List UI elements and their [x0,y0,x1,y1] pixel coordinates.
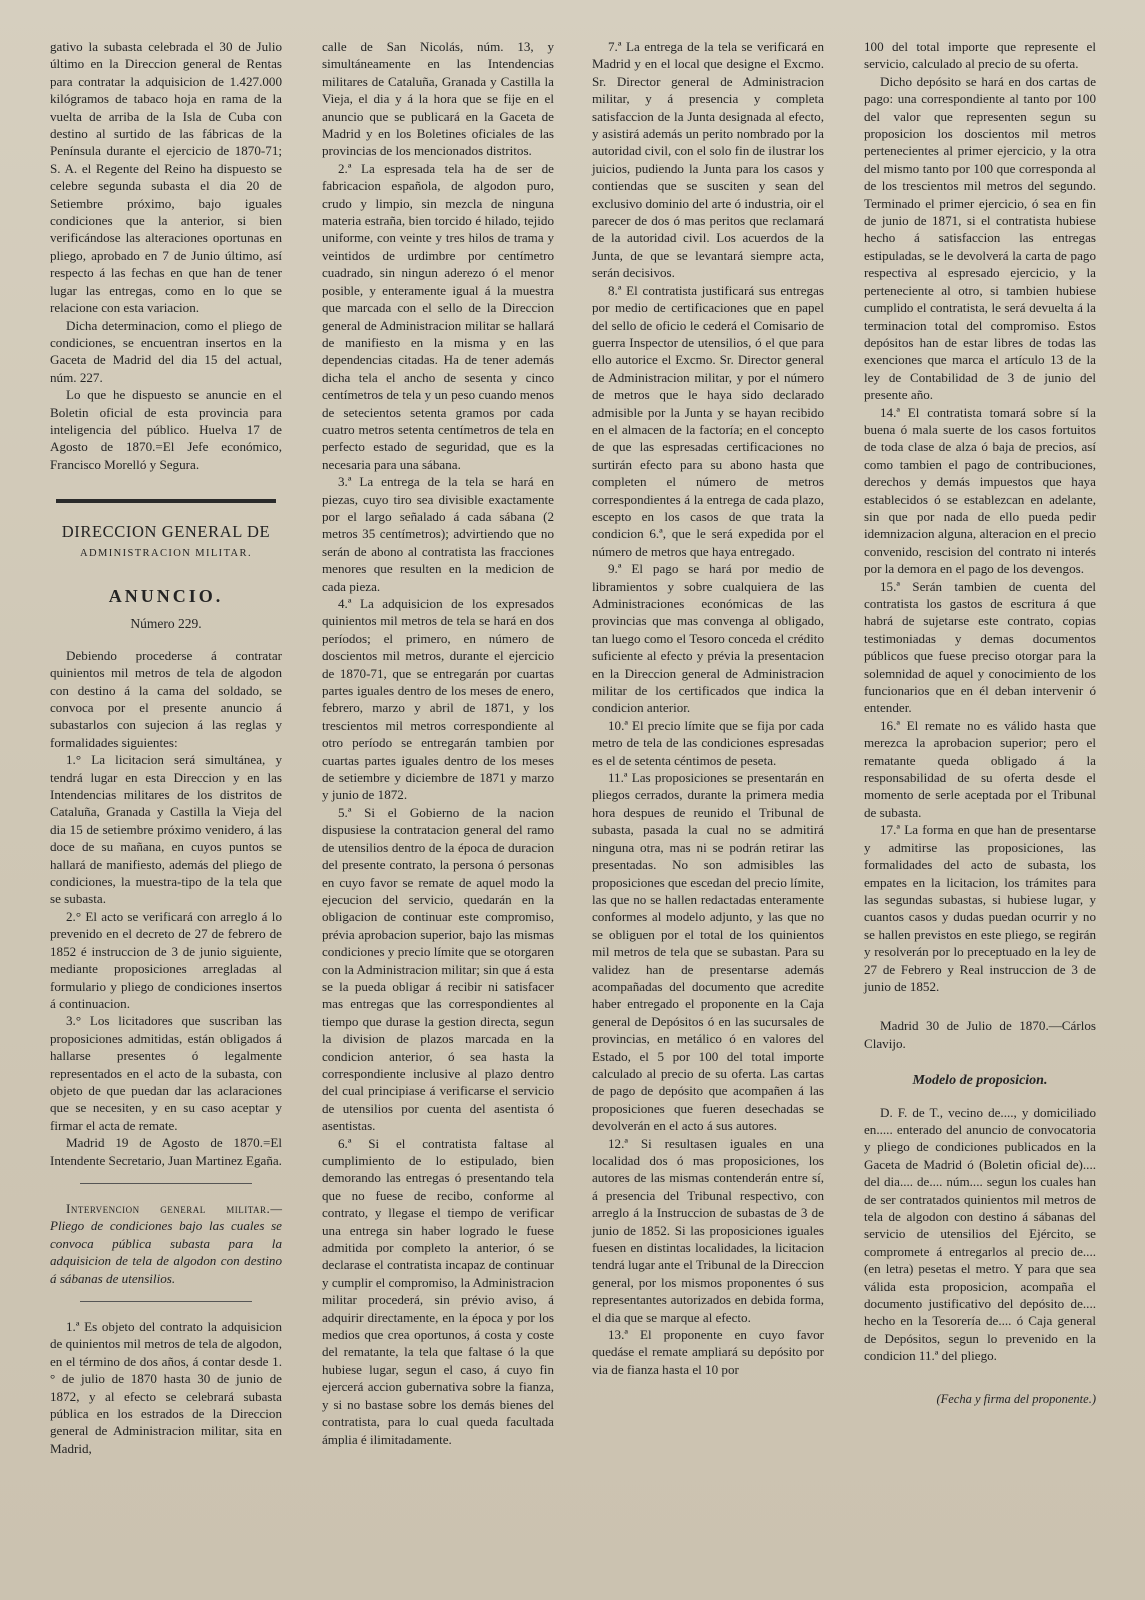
paragraph-condicion-9: 9.ª El pago se hará por medio de libramientos y sobre cualquiera de las Administraciones económicas de las provincias que mas convenga al obligado, tan luego como el Tesoro conceda el crédito suficiente al efecto y prévia la presentacion en la Direccion general de Administracion militar de los certificados que indica la condicion anterior. [592,561,824,716]
paragraph-condicion-10: 10.ª El precio límite que se fija por cada metro de tela de las condiciones espresadas es el de setenta céntimos de peseta. [592,717,824,768]
paragraph-tabaco-subasta: gativo la subasta celebrada el 30 de Julio último en la Direccion general de Rentas para contratar la adquisicion de 1.427.000 kilógramos de tabaco hoja en rama de la vuelta de arriba de la Isla de Cuba con destino al surtido de las fábricas de la Península durante el ejercicio de 1870-71; S. A. el Regente del Reino ha dispuesto se celebre segunda subasta el dia 20 de Setiembre próximo, bajo iguales condiciones que la anterior, si bien verificándose las alteraciones oportunas en pliego, aprobado en 7 de Junio último, así respecto á las fechas en que han de tener lugar las entregas, como en lo que se relacione con esta variacion. [50,39,282,316]
paragraph-condicion-8: 8.ª El contratista justificará sus entregas por medio de certificaciones que en papel del sello de oficio le cederá el Comisario de guerra Inspector de utensilios, ó el que para ello autorice el Excmo. Sr. Director general de Administracion militar, y por el número de metros que le haya sido declarado admisible por la Junta y se hayan recibido en el almacen de la factoría; en el concepto de que las espresadas certificaciones no surtirán efecto para su abono hasta que completen el número de metros correspondientes á la entrega de cada plazo, escepto en los casos de que trata la condicion 6.ª, que le será expedida por el número de metros que haya entregado. [592,282,824,559]
paragraph-madrid-signature: Madrid 19 de Agosto de 1870.=El Intendente Secretario, Juan Martinez Egaña. [50,1135,282,1168]
paragraph-huelva-notice: Lo que he dispuesto se anuncie en el Boletin oficial de esta provincia para inteligencia del público. Huelva 17 de Agosto de 1870.=El Jefe económico, Francisco Morelló y Segura. [50,387,282,472]
paragraph-determinacion: Dicha determinacion, como el pliego de condiciones, se encuentran insertos en la Gaceta de Madrid del dia 15 del actual, núm. 227. [50,317,282,385]
spacer [864,995,1096,1017]
paragraph-regla-2: 2.° El acto se verificará con arreglo á lo prevenido en el decreto de 27 de febrero de 1852 é instruccion de 3 de junio siguiente, mediante proposiciones arregladas al formulario y pliego de condiciones insertos á continuacion. [50,908,282,1011]
anuncio-number: Número 229. [130,616,202,632]
paragraph-madrid-clavijo: Madrid 30 de Julio de 1870.—Cárlos Clavijo. [864,1018,1096,1051]
column-3 [592,38,824,1378]
paragraph-condicion-11: 11.ª Las proposiciones se presentarán en pliegos cerrados, durante la primera media hora despues de reunido el Tribunal de subasta, pasada la cual no se admitirá ninguna otra, mas ni se podrán retirar las presentadas. No son admisibles las proposiciones que escedan del precio límite, las que no se hallen redactadas enteramente conformes al modelo adjunto, y las que no se obliguen por el total de los quinientos mil metros de tela que se subastan. Para su validez han de presentarse además acompañadas del documento que acredite haber entregado el proponente en la Caja general de Depósitos ó en las sucursales de provincias, en metálico ó en valores del Estado, el 5 por 100 del total importe calculado al precio de su oferta. Las cartas de pago de depósito que acompañen á las proposiciones que fueren desechadas se devolverán en el acto á sus autores. [592,770,824,1134]
paragraph-anuncio-intro: Debiendo procederse á contratar quinientos mil metros de tela de algodon con destino á la cama del soldado, se convoca por el presente anuncio á subastarlos con sujecion á las reglas y formalidades siguientes: [50,647,282,750]
paragraph-condicion-6: 6.ª Si el contratista faltase al cumplimiento de lo estipulado, bien demorando las entregas ó presentando tela que no fuese de recibo, conforme al contrato, y llegase el tiempo de verificar una entrega sin haber logrado le fuese admitida por completo la anterior, ó se declarase el contratista incapaz de continuar y cumplir el compromiso, la Administracion militar procederá, sin prévio aviso, á adquirir directamente, en la época y por los medios que crea oportunos, á costa y coste del rematante, la tela que faltase ó la que hubiese lugar, segun el caso, á cuyo fin ejercerá accion gubernativa sobre la fianza, y si no bastase sobre los demás bienes del contratista, para lo cual queda facultada ámplia é ilimitadamente. [322,1135,555,1447]
paragraph-condicion-5: 5.ª Si el Gobierno de la nacion dispusiese la contratacion general del ramo de utensilios dentro de la época de duracion del presente contrato, la persona ó personas en cuyo favor se remate de aquel modo la ejecucion del servicio, quedarán en la obligacion de continuar este compromiso, prévia aprobacion superior, bajo las mismas condiciones y precio límite que se otorgaren con la Administracion militar; sin que á esta se la pueda obligar á recibir ni satisfacer mas entregas que las correspondientes al tiempo que durase la gestion directa, segun la division de plazos marcada en la condicion anterior, ó sea hasta la correspondiente inclusive al plazo dentro del cual principiase á verificarse el servicio de utensilios por cuenta del asentista ó asentistas. [322,804,554,1134]
paragraph-regla-3: 3.° Los licitadores que suscriban las proposiciones admitidas, están obligados á hallarse presentes ó legalmente representados en el acto de la subasta, con objeto de que puedan dar las aclaraciones que se necesiten, y en su caso aceptar y firmar el acta de remate. [50,1013,282,1133]
section-divider-thin-2 [80,1301,252,1302]
paragraph-condicion-2: 2.ª La espresada tela ha de ser de fabricacion española, de algodon puro, crudo y limpio, sin mezcla de ninguna materia estraña, bien torcido é hilado, tejido uniforme, con veinte y tres hilos de trama y veintidos de urdimbre por centímetro cuadrado, sin ningun aderezo ó el menor posible, y enteramente igual á la muestra que marcada con el sello de la Direccion general de Administracion militar se hallará de manifiesto en la misma y en las dependencias citadas. Ha de tener además dicha tela el ancho de sesenta y cinco centímetros de tela y un peso cuando menos de setecientos setenta gramos por cada cuatro metros setenta centímetros de tela en perfecto estado de seguridad, que es la necesaria para una sábana. [322,160,554,472]
direccion-heading: DIRECCION GENERAL DE [61,522,271,542]
paragraph-condicion-4: 4.ª La adquisicion de los expresados quinientos mil metros de tela se hará en dos períodos; el primero, en número de doscientos mil metros, durante el ejercicio de 1870-71, que se entregarán por cuartas partes iguales dentro de los meses de enero, febrero, marzo y abril de 1871, y los trescientos mil metros correspondiente al otro período se entregarán tambien por cuartas partes iguales dentro de los meses de setiembre y diciembre de 1871 y marzo y junio de 1872. [322,596,554,803]
direccion-subheading: ADMINISTRACION MILITAR. [80,547,252,559]
paragraph-condicion-15: 15.ª Serán tambien de cuenta del contratista los gastos de escritura á que habrá de sujetarse este contrato, copias testimoniadas y demas documentos públicos que fuese preciso otorgar para la solemnidad de aquel y conocimiento de los funcionarios que en él deban intervenir ó entender. [864,578,1096,716]
anuncio-heading: ANUNCIO. [108,585,224,606]
column-1 [50,38,282,1457]
paragraph-condicion-17: 17.ª La forma en que han de presentarse y admitirse las proposiciones, las formalidades del acto de subasta, los empates en la licitacion, los trámites para las segundas subastas, si hubiese lugar, y cuantos casos y dudas puedan ocurrir y no se hallen previstos en este pliego, se regirán y resolverán por lo preceptuado en la ley de 27 de Febrero y Real instruccion de 3 de junio de 1852. [864,822,1096,994]
column-2 [322,38,554,1448]
paragraph-condicion-12: 12.ª Si resultasen iguales en una localidad dos ó mas proposiciones, los autores de las mismas contenderán entre sí, á presencia del Tribunal respectivo, con arreglo á la Instruccion de subastas de 3 de junio de 1852. Si las proposiciones iguales fuesen en distintas localidades, la licitacion tendrá lugar ante el Tribunal de la Direccion general, por los mismos proponentes ó sus representantes autorizados en debida forma, el dia que se marque al efecto. [592,1135,824,1325]
section-divider-thin [80,1183,252,1184]
section-divider [56,499,276,503]
paragraph-condicion-3: 3.ª La entrega de la tela se hará en piezas, cuyo tiro sea divisible exactamente por el largo señalado á cada sábana (2 metros 35 centímetros); advirtiendo que no serán de abono al contratista las fracciones menores que resulten en la medicion de cada pieza. [322,474,554,594]
paragraph-deposito: Dicho depósito se hará en dos cartas de pago: una correspondiente al tanto por 100 del valor que representen segun su proposicion los doscientos mil metros pertenecientes al primer ejercicio, y la otra del mismo tanto por 100 que corresponda al de los trescientos mil metros del segundo. Terminado el primer ejercicio, ó sea en fin de junio de 1871, si el contratista hubiese hecho á satisfaccion las entregas estipuladas, se le devolverá la carta de pago respectiva al espresado ejercicio, y la perteneciente al otro, si tambien hubiese cumplido el contratista, le será devuelta á la terminacion total del compromiso. Estos depósitos han de estar libres de todas las exenciones que marca el artículo 13 de la ley de Contabilidad de 3 de junio del presente año. [864,73,1096,403]
paragraph-intervencion [50,1200,282,1287]
intervencion-heading: Intervencion general militar. [66,1200,271,1216]
paragraph-condicion-7: 7.ª La entrega de la tela se verificará en Madrid y en el local que designe el Excmo. Sr. Director general de Administracion militar, y á presencia y completa satisfaccion de la Junta designada al efecto, y asistirá además un perito nombrado por la autoridad civil, con el solo fin de ilustrar los juicios, pudiendo la Junta para los casos y contiendas que se susciten y sean del exclusivo dominio del arte ó industria, oir el parecer de dos ó mas peritos que reclamará de la autoridad civil. Los acuerdos de la Junta, de que se levantará siempre acta, serán decisivos. [592,39,824,281]
paragraph-condicion-16: 16.ª El remate no es válido hasta que merezca la aprobacion superior; pero el rematante queda obligado á la responsabilidad de su oferta desde el momento de serle aceptada por el Tribunal de subasta. [864,717,1096,820]
paragraph-regla-1: 1.° La licitacion será simultánea, y tendrá lugar en esta Direccion y en las Intendencias militares de los distritos de Cataluña, Granada y Castilla la Vieja del dia 15 de setiembre próximo venidero, á las doce de su mañana, en cuyos puntos se hallará de manifiesto, además del pliego de condiciones, la muestra-tipo de la tela que se subasta. [50,752,282,907]
paragraph-condicion-14: 14.ª El contratista tomará sobre sí la buena ó mala suerte de los casos fortuitos de toda clase de alza ó baja de precios, así como tambien el pago de contribuciones, derechos y demás impuestos que haya establecidos ó se establezcan en adelante, sin que por nada de ello pueda pedir idemnizacion alguna, alteracion en el precio convenido, rescision del contrato ni interés por la demora en el pago de los devengos. [864,404,1096,577]
paragraph-modelo-proposicion: D. F. de T., vecino de...., y domiciliado en..... enterado del anuncio de convocatoria y pliego de condiciones publicados en la Gaceta de Madrid ó (Boletin oficial de).... del dia.... de.... núm.... segun los cuales han de ser contratados quinientos mil metros de tela de algodon con destino á sábanas del servicio de utensilios del Ejército, se compromete á entregarlos al precio de.... (en letra) pesetas el metro. Y para que sea válida esta proposicion, acompaña el documento justificativo del depósito de.... hecho en la Tesorería de.... ó Caja general de Depósitos, segun lo prevenido en la condicion 11.ª del pliego. [864,1104,1096,1364]
paragraph-condicion-13-cont: 100 del total importe que represente el servicio, calculado al precio de su oferta. [864,39,1096,72]
column-4 [864,38,1096,1408]
paragraph-condicion-1-cont: calle de San Nicolás, núm. 13, y simultáneamente en las Intendencias militares de Cataluña, Granada y Castilla la Vieja, el dia y á la hora que se fije en el anuncio que se publicará en la Gaceta de Madrid y en los Boletines oficiales de las provincias de los mencionados distritos. [322,39,554,159]
paragraph-condicion-13: 13.ª El proponente en cuyo favor quedáse el remate ampliará su depósito por via de fianza hasta el 10 por [592,1327,824,1377]
intervencion-text: —Pliego de condiciones bajo las cuales se convoca pública subasta para la adquisicion de tela de algodon con destino á sábanas de utensilios. [50,1200,282,1286]
modelo-heading: Modelo de proposicion. [912,1073,1048,1089]
paragraph-condicion-1: 1.ª Es objeto del contrato la adquisicion de quinientos mil metros de tela de algodon, en el término de dos años, á contar desde 1.° de julio de 1870 hasta 30 de junio de 1872, y al efecto se celebrará subasta pública en los estrados de la Direccion general de Administracion militar, sita en Madrid, [50,1319,282,1456]
firma-line: (Fecha y firma del proponente.) [936,1391,1096,1406]
